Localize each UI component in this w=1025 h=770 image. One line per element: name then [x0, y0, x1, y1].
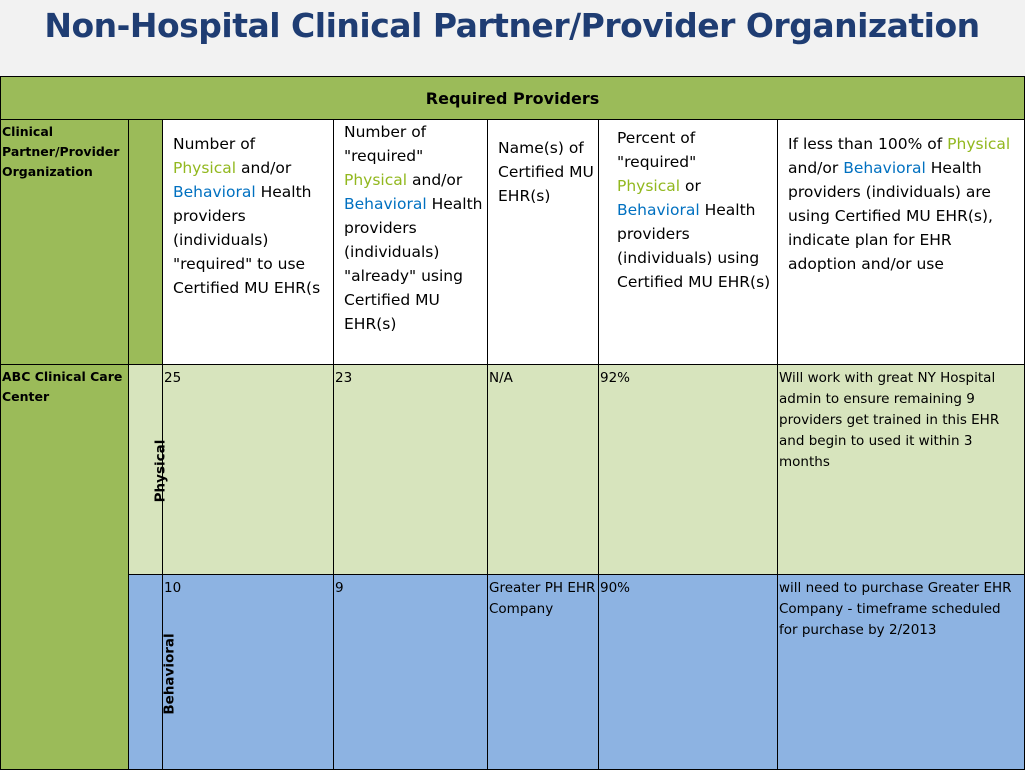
behavioral-keyword: Behavioral [843, 159, 926, 177]
header-text: Percent of "required" [617, 129, 697, 171]
required-count-cell: 25 [163, 365, 334, 575]
physical-keyword: Physical [173, 159, 237, 177]
required-count-cell: 10 [163, 575, 334, 770]
percent-cell: 92% [599, 365, 778, 575]
required-count-header [163, 120, 334, 365]
ehr-name-cell: Greater PH EHR Company [488, 575, 599, 770]
header-text: Name(s) of Certified MU EHR(s) [498, 139, 594, 205]
header-text: Health providers (individuals) "required" to use Certified MU EHR(s [173, 183, 321, 297]
plan-cell: will need to purchase Greater EHR Company - timeframe scheduled for purchase by 2/2013 [778, 575, 1025, 770]
header-text: and/or [241, 159, 292, 177]
plan-cell: Will work with great NY Hospital admin to ensure remaining 9 providers get trained in this EHR and begin to used it within 3 months [778, 365, 1025, 575]
already-count-cell: 23 [334, 365, 488, 575]
header-text: and/or [412, 171, 463, 189]
table-row [1, 575, 1025, 770]
ehr-name-cell: N/A [488, 365, 599, 575]
physical-keyword: Physical [344, 171, 408, 189]
header-text: Health providers (individuals) are using Certified MU EHR(s), indicate plan for EHR adoption and/or use [788, 159, 993, 273]
header-text: If less than 100% of [788, 135, 943, 153]
behavioral-keyword: Behavioral [344, 195, 427, 213]
type-column-header [129, 120, 163, 365]
org-column-header: Clinical Partner/Provider Organization [1, 120, 129, 365]
physical-keyword: Physical [947, 135, 1011, 153]
header-text: and/or [788, 159, 839, 177]
header-text: Health providers (individuals) using Certified MU EHR(s) [617, 201, 771, 291]
physical-keyword: Physical [617, 177, 681, 195]
ehr-names-header [488, 120, 599, 365]
already-count-cell: 9 [334, 575, 488, 770]
header-text: or [685, 177, 701, 195]
header-text: Number of [173, 135, 256, 153]
page-title: Non-Hospital Clinical Partner/Provider Organization [44, 6, 980, 45]
type-label: Behavioral [161, 632, 178, 715]
required-providers-table [0, 76, 1025, 770]
behavioral-keyword: Behavioral [617, 201, 700, 219]
already-count-header [334, 120, 488, 365]
header-text: Health providers (individuals) "already" using Certified MU EHR(s) [344, 195, 483, 333]
percent-header [599, 120, 778, 365]
org-name-cell: ABC Clinical Care Center [1, 365, 129, 770]
table-row [1, 365, 1025, 575]
plan-header [778, 120, 1025, 365]
main-header: Required Providers [1, 77, 1025, 120]
header-text: Number of "required" [344, 123, 427, 165]
percent-cell: 90% [599, 575, 778, 770]
behavioral-keyword: Behavioral [173, 183, 256, 201]
type-label: Physical [152, 439, 169, 503]
physical-type-cell [129, 365, 169, 575]
